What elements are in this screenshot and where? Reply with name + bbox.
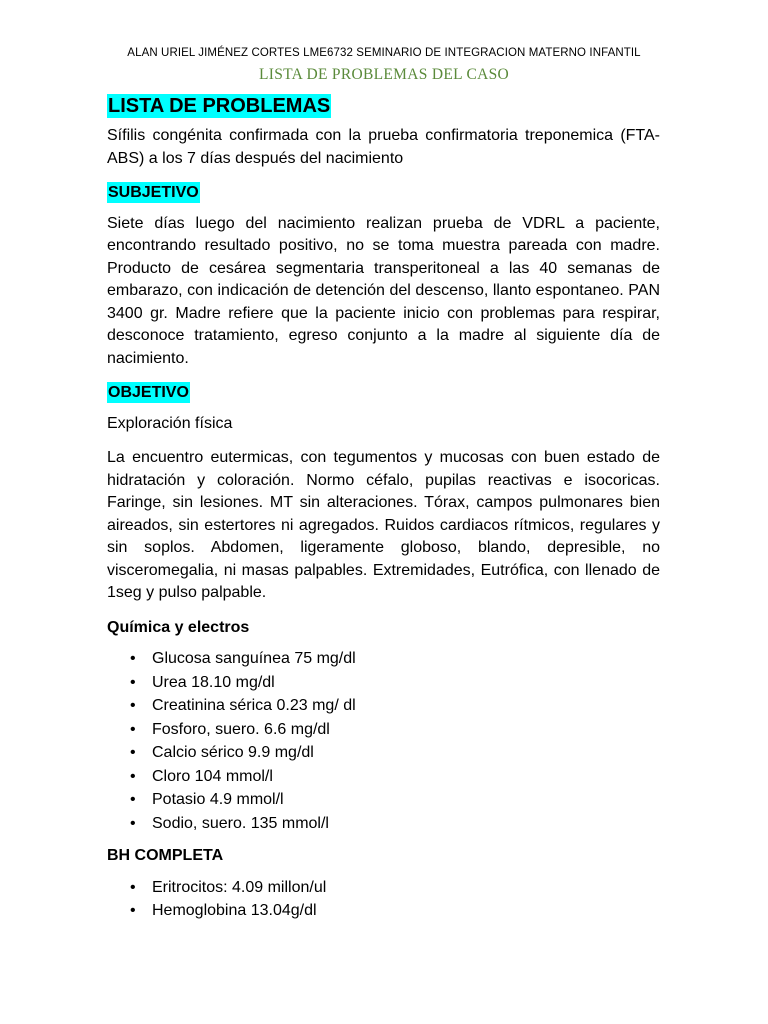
list-item: • Glucosa sanguínea 75 mg/dl (107, 647, 660, 671)
list-item: • Fosforo, suero. 6.6 mg/dl (107, 718, 660, 742)
problem-statement: Sífilis congénita confirmada con la prueba confirmatoria treponemica (FTA-ABS) a los 7 días después del nacimiento (107, 127, 660, 167)
bh-list (107, 876, 660, 923)
exploration-label: Exploración física (107, 414, 233, 432)
page-header-author-line: ALAN URIEL JIMÉNEZ CORTES LME6732 SEMINARIO DE INTEGRACION MATERNO INFANTIL (127, 47, 641, 59)
list-item: • Hemoglobina 13.04g/dl (107, 899, 660, 923)
main-heading: LISTA DE PROBLEMAS (108, 95, 331, 117)
bh-heading: BH COMPLETA (107, 847, 224, 864)
list-item: • Sodio, suero. 135 mmol/l (107, 812, 660, 836)
list-item: • Creatinina sérica 0.23 mg/ dl (107, 694, 660, 718)
quimica-list (107, 647, 660, 835)
objetivo-heading: OBJETIVO (108, 384, 189, 401)
list-item: • Eritrocitos: 4.09 millon/ul (107, 876, 660, 900)
list-item: • Potasio 4.9 mmol/l (107, 788, 660, 812)
subjetivo-text: Siete días luego del nacimiento realizan prueba de VDRL a paciente, encontrando resultado positivo, no se toma muestra pareada con madre. Producto de cesárea segmentaria transperitoneal a las 40 semanas de embarazo, con indicación de detención del descenso, llanto espontaneo. PAN 3400 gr. Madre refiere que la paciente inicio con problemas para respirar, desconoce tratamiento, egreso conjunto a la madre al siguiente día de nacimiento. (107, 214, 660, 367)
list-item: • Cloro 104 mmol/l (107, 765, 660, 789)
objetivo-text: La encuentro eutermicas, con tegumentos y mucosas con buen estado de hidratación y coloración. Normo céfalo, pupilas reactivas e isocoricas. Faringe, sin lesiones. MT sin alteraciones. Tórax, campos pulmonares bien aireados, sin estertores ni agregados. Ruidos cardiacos rítmicos, regulares y sin soplos. Abdomen, ligeramente globoso, blando, depresible, no visceromegalia, ni masas palpables. Extremidades, Eutrófica, con llenado de 1seg y pulso palpable. (107, 449, 660, 601)
document-body (107, 92, 660, 923)
list-item: • Calcio sérico 9.9 mg/dl (107, 741, 660, 765)
quimica-heading: Química y electros (107, 618, 250, 636)
subjetivo-heading: SUBJETIVO (108, 184, 199, 201)
list-item: • Urea 18.10 mg/dl (107, 671, 660, 695)
page-header-title: LISTA DE PROBLEMAS DEL CASO (259, 66, 509, 83)
